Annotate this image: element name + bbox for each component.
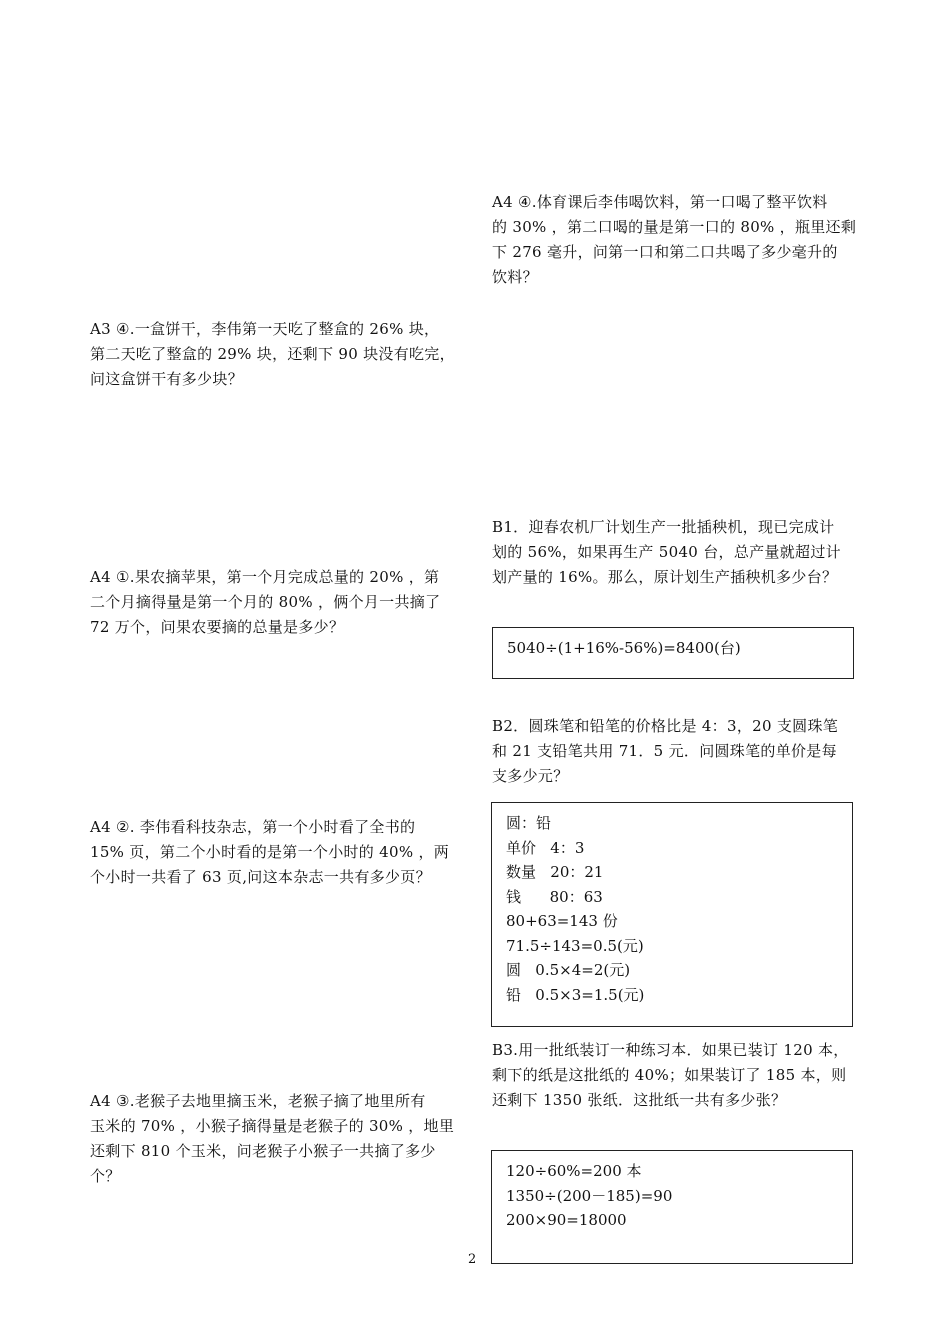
- answer-line: 1350÷(200－185)=90: [506, 1186, 673, 1205]
- question-line: 个小时一共看了 63 页,问这本杂志一共有多少页？: [90, 868, 431, 886]
- question-line: 还剩下 810 个玉米，问老猴子小猴子一共摘了多少: [90, 1142, 436, 1160]
- question-b3: [492, 1038, 849, 1113]
- question-line: 15% 页，第二个小时看的是第一个小时的 40% ，两: [90, 843, 450, 861]
- answer-line: 圆 0.5×4=2(元): [506, 961, 631, 979]
- question-line: 划产量的 16%。那么，原计划生产插秧机多少台？: [492, 568, 838, 586]
- question-a4-1: [90, 565, 440, 640]
- answer-box-b3: [491, 1150, 853, 1264]
- question-line: 72 万个，问果农要摘的总量是多少？: [90, 618, 345, 636]
- question-b1: [492, 515, 841, 590]
- question-line: 二个月摘得量是第一个月的 80% ，俩个月一共摘了: [90, 593, 441, 611]
- answer-line: 铅 0.5×3=1.5(元): [506, 985, 645, 1004]
- answer-line: 120÷60%=200 本: [506, 1162, 642, 1180]
- question-line: 个？: [90, 1167, 121, 1185]
- question-line: 饮料？: [492, 268, 538, 286]
- question-line: A4 ③.老猴子去地里摘玉米，老猴子摘了地里所有: [90, 1092, 426, 1110]
- question-line: 剩下的纸是这批纸的 40%；如果装订了 185 本，则: [492, 1066, 847, 1084]
- question-line: A4 ①.果农摘苹果，第一个月完成总量的 20% ，第: [90, 568, 440, 586]
- answer-line: 数量 20：21: [506, 863, 604, 881]
- question-line: 和 21 支铅笔共用 71．5 元．问圆珠笔的单价是每: [492, 742, 837, 760]
- answer-line: 200×90=18000: [506, 1211, 627, 1229]
- question-a3-4: [90, 317, 455, 392]
- answer-line: 圆：铅: [506, 814, 552, 832]
- answer-line: 5040÷(1+16%-56%)=8400(台): [507, 639, 741, 657]
- question-line: B2．圆珠笔和铅笔的价格比是 4：3，20 支圆珠笔: [492, 717, 839, 735]
- question-line: B1．迎春农机厂计划生产一批插秧机，现已完成计: [492, 518, 835, 536]
- page-number: 2: [468, 1252, 477, 1267]
- question-line: 的 30% ，第二口喝的量是第一口的 80% ，瓶里还剩: [492, 218, 857, 236]
- answer-line: 单价 4：3: [506, 838, 585, 857]
- question-line: 玉米的 70% ，小猴子摘得量是老猴子的 30% ，地里: [90, 1117, 455, 1135]
- question-line: A4 ②. 李伟看科技杂志，第一个小时看了全书的: [90, 818, 416, 836]
- question-line: 下 276 毫升，问第一口和第二口共喝了多少毫升的: [492, 243, 838, 261]
- question-line: 划的 56%，如果再生产 5040 台，总产量就超过计: [492, 543, 841, 561]
- question-a4-4: [492, 190, 856, 290]
- question-line: 还剩下 1350 张纸．这批纸一共有多少张？: [492, 1091, 787, 1109]
- answer-box-b1: [492, 627, 854, 679]
- question-line: A3 ④.一盒饼干，李伟第一天吃了整盒的 26% 块，: [90, 320, 440, 338]
- question-line: 问这盒饼干有多少块？: [90, 370, 244, 388]
- question-line: A4 ④.体育课后李伟喝饮料，第一口喝了整平饮料: [492, 193, 828, 211]
- answer-line: 80+63=143 份: [506, 912, 618, 930]
- answer-line: 钱 80：63: [506, 887, 603, 906]
- question-a4-3: [90, 1089, 454, 1189]
- question-a4-2: [90, 815, 449, 890]
- answer-line: 71.5÷143=0.5(元): [506, 936, 644, 955]
- question-line: B3.用一批纸装订一种练习本．如果已装订 120 本，: [492, 1041, 849, 1059]
- answer-box-b2: [491, 802, 853, 1027]
- question-line: 支多少元？: [492, 767, 569, 785]
- question-line: 第二天吃了整盒的 29% 块，还剩下 90 块没有吃完，: [90, 345, 455, 363]
- question-b2: [492, 714, 838, 789]
